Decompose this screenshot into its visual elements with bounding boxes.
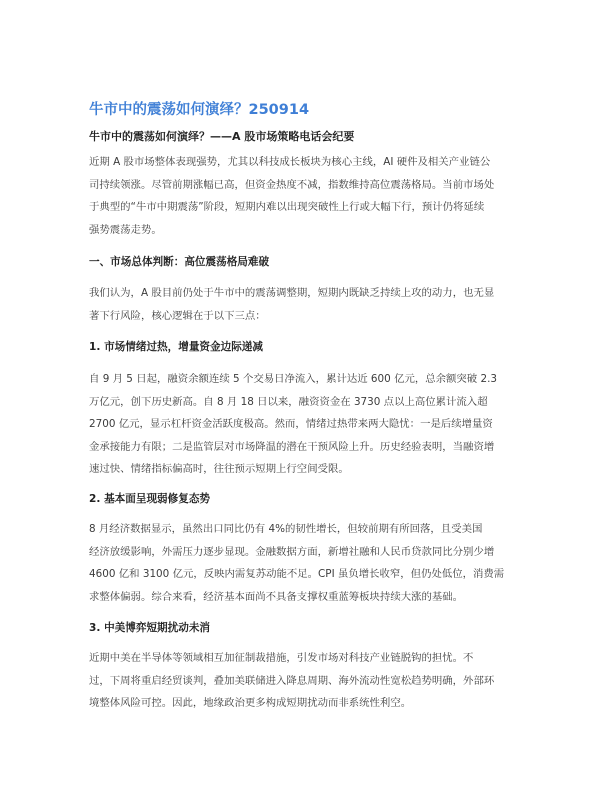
text-line: 司持续领涨。尽管前期涨幅已高，但资金热度不减，指数维持高位震荡格局。当前市场处	[89, 178, 495, 191]
text-line: 金承接能力有限；二是监管层对市场降温的潜在干预风险上升。历史经验表明，当融资增	[89, 440, 495, 453]
text-line: 于典型的“牛市中期震荡”阶段，短期内难以出现突破性上行或大幅下行，预计仍将延续	[89, 201, 485, 214]
text-line: 境整体风险可控。因此，地缘政治更多构成短期扰动而非系统性利空。	[89, 697, 412, 710]
text-line: 近期中美在半导体等领域相互加征制裁措施，引发市场对科技产业链脱钩的担忧。不	[89, 652, 474, 664]
section-heading-1: 一、市场总体判断：高位震荡格局难破	[89, 256, 270, 268]
text-line: 过，下周将重启经贸谈判，叠加美联储进入降息周期、海外流动性宽松趋势明确，外部环	[89, 674, 495, 687]
point-1-paragraph	[89, 368, 523, 481]
intro-paragraph	[89, 151, 523, 241]
text-line: 著下行风险，核心逻辑在于以下三点：	[89, 309, 266, 322]
point-heading-3: 3. 中美博弈短期扰动未消	[89, 622, 211, 634]
text-line: 我们认为，A 股目前仍处于牛市中的震荡调整期，短期内既缺乏持续上攻的动力，也无显	[89, 287, 495, 299]
text-line: 近期 A 股市场整体表现强势，尤其以科技成长板块为核心主线，AI 硬件及相关产业链公	[89, 156, 491, 168]
point-3-paragraph	[89, 647, 523, 715]
point-heading-1: 1. 市场情绪过热，增量资金边际递减	[89, 341, 263, 353]
text-line: 4600 亿和 3100 亿元，反映内需复苏动能不足。CPI 虽负增长收窄，但仍处低位，消费需	[89, 568, 505, 581]
text-line: 2700 亿元，显示杠杆资金活跃度极高。然而，情绪过热带来两大隐忧：一是后续增量资	[89, 418, 493, 431]
text-line: 强势震荡走势。	[89, 223, 162, 236]
document-subtitle: 牛市中的震荡如何演绎？——A 股市场策略电话会纪要	[89, 130, 355, 143]
page-title: 牛市中的震荡如何演绎？250914	[89, 102, 310, 118]
text-line: 8 月经济数据显示，虽然出口同比仍有 4%的韧性增长，但较前期有所回落，且受美国	[89, 523, 483, 535]
text-line: 自 9 月 5 日起，融资余额连续 5 个交易日净流入，累计达近 600 亿元，总余额突破 2.3	[89, 373, 498, 385]
section-1-paragraph	[89, 282, 523, 327]
text-line: 速过快、情绪指标偏高时，往往预示短期上行空间受限。	[89, 463, 349, 476]
text-line: 万亿元，创下历史新高。自 8 月 18 日以来，融资资金在 3730 点以上高位累计流入超	[89, 395, 488, 408]
point-heading-2: 2. 基本面呈现弱修复态势	[89, 493, 211, 505]
text-line: 求整体偏弱。综合来看，经济基本面尚不具备支撑权重蓝筹板块持续大涨的基础。	[89, 590, 464, 603]
point-2-paragraph	[89, 518, 523, 608]
text-line: 经济放缓影响，外需压力逐步显现。金融数据方面，新增社融和人民币贷款同比分别少增	[89, 545, 495, 558]
